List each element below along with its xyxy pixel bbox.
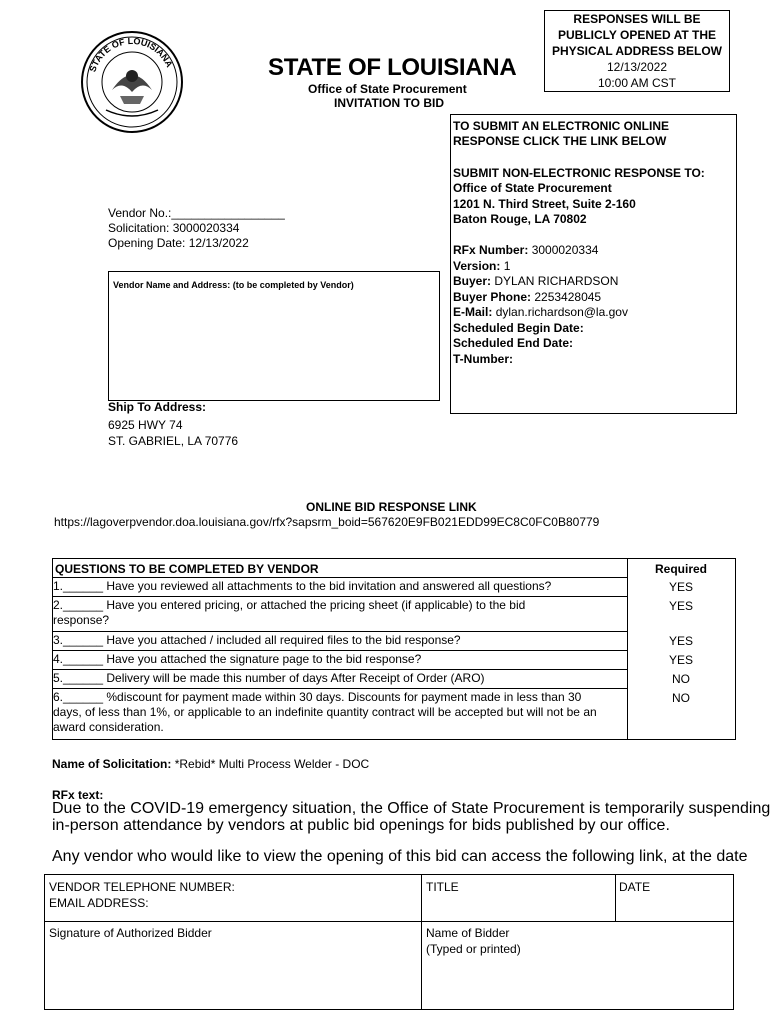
email-value: dylan.richardson@la.gov (495, 305, 628, 319)
buyer-phone-row: Buyer Phone: 2253428045 (453, 290, 602, 304)
title-field[interactable] (426, 879, 459, 895)
date-label: DATE (619, 880, 651, 894)
bidder-name-sublabel: (Typed or printed) (426, 942, 521, 956)
responses-line-3: PHYSICAL ADDRESS BELOW (551, 44, 722, 58)
required-value-1: YES (668, 580, 693, 594)
version-value: 1 (503, 259, 511, 273)
rfx-text-line-3: Any vendor who would like to view the opening of this bid can access the following link, at the date (52, 848, 748, 865)
electronic-instruction-1: TO SUBMIT AN ELECTRONIC ONLINE (453, 119, 669, 133)
vendor-box-label: Vendor Name and Address: (to be completed by Vendor) (113, 280, 354, 290)
question-row-1: 1.______ Have you reviewed all attachments to the bid invitation and answered all questions? (53, 579, 552, 593)
solicitation-name-value: *Rebid* Multi Process Welder - DOC (174, 757, 370, 771)
questions-header: QUESTIONS TO BE COMPLETED BY VENDOR (55, 562, 319, 576)
question-row-4: 4.______ Have you attached the signature page to the bid response? (53, 652, 422, 666)
signature-field[interactable] (49, 925, 212, 941)
required-value-6: NO (672, 691, 690, 705)
version-row: Version: 1 (453, 259, 511, 273)
opening-date: 12/13/2022 (606, 60, 668, 74)
question-row-6: 6.______ %discount for payment made within 30 days. Discounts for payment made in less than 30 days, of less than 1%, or applicable to an indefinite quantity contract will be accepted but will not be an award consideration. (53, 690, 597, 734)
vendor-phone-field[interactable] (49, 879, 235, 911)
invitation-heading: INVITATION TO BID (334, 96, 444, 110)
vendor-name-address-box[interactable] (108, 271, 440, 401)
required-header: Required (654, 562, 707, 576)
online-bid-link[interactable]: https://lagoverpvendor.doa.louisiana.gov/rfx?sapsrm_boid=567620E9FB021EDD99EC8C0FC0B80779 (54, 515, 600, 529)
responses-opening-box (544, 10, 730, 92)
sig-divider (615, 875, 616, 921)
nonelectronic-heading: SUBMIT NON-ELECTRONIC RESPONSE TO: (453, 166, 705, 180)
date-field[interactable] (619, 879, 650, 895)
signature-table (44, 874, 734, 1010)
responses-line-1: RESPONSES WILL BE (573, 12, 701, 26)
submit-address-2: 1201 N. Third Street, Suite 2-160 (453, 197, 636, 211)
required-value-5: NO (672, 672, 690, 686)
submit-info-box (450, 114, 737, 414)
email-row: E-Mail: dylan.richardson@la.gov (453, 305, 628, 319)
bidder-name-field[interactable] (426, 925, 521, 957)
buyer-value: DYLAN RICHARDSON (494, 274, 619, 288)
questions-table (52, 558, 736, 740)
t-number-row: T-Number: (453, 352, 513, 366)
submit-address-3: Baton Rouge, LA 70802 (453, 212, 587, 226)
electronic-instruction-2: RESPONSE CLICK THE LINK BELOW (453, 134, 667, 148)
solicitation-name-label: Name of Solicitation: (52, 757, 172, 771)
seal-text: STATE OF LOUISIANA (87, 35, 175, 74)
page-title: STATE OF LOUISIANA (268, 54, 517, 81)
solicitation-name-line (52, 757, 369, 771)
question-row-3: 3.______ Have you attached / included all required files to the bid response? (53, 633, 461, 647)
question-row-2: 2.______ Have you entered pricing, or attached the pricing sheet (if applicable) to the bid response? (53, 598, 526, 627)
question-row-5: 5.______ Delivery will be made this number of days After Receipt of Order (ARO) (53, 671, 485, 685)
state-seal-logo (80, 30, 184, 134)
end-date-row: Scheduled End Date: (453, 336, 574, 350)
solicitation-number: Solicitation: 3000020334 (108, 221, 240, 235)
bidder-name-label: Name of Bidder (426, 926, 510, 940)
vendor-number: Vendor No.:_________________ (108, 206, 285, 220)
rfx-number-value: 3000020334 (531, 243, 599, 257)
opening-time: 10:00 AM CST (597, 76, 677, 90)
row-divider (53, 669, 627, 670)
row-divider (53, 596, 627, 597)
email-address-label: EMAIL ADDRESS: (49, 896, 149, 910)
signature-label: Signature of Authorized Bidder (49, 926, 212, 940)
opening-date-line: Opening Date: 12/13/2022 (108, 236, 249, 250)
responses-line-2: PUBLICLY OPENED AT THE (557, 28, 717, 42)
sig-divider (421, 875, 422, 1009)
online-link-heading: ONLINE BID RESPONSE LINK (306, 500, 477, 514)
row-divider (53, 631, 627, 632)
required-value-3: YES (668, 634, 693, 648)
begin-date-row: Scheduled Begin Date: (453, 321, 584, 335)
title-label: TITLE (426, 880, 459, 894)
ship-to-line-1: 6925 HWY 74 (108, 418, 183, 432)
rfx-number-row: RFx Number: 3000020334 (453, 243, 599, 257)
ship-to-line-2: ST. GABRIEL, LA 70776 (108, 434, 239, 448)
required-value-4: YES (668, 653, 693, 667)
rfx-text-label: RFx text: (52, 788, 104, 802)
buyer-row: Buyer: DYLAN RICHARDSON (453, 274, 619, 288)
rfx-text-line-1: Due to the COVID-19 emergency situation, the Office of State Procurement is temporarily suspending (52, 800, 770, 817)
row-divider (53, 650, 627, 651)
office-name: Office of State Procurement (308, 82, 467, 96)
buyer-phone-value: 2253428045 (534, 290, 602, 304)
sig-row-divider (45, 921, 733, 922)
rfx-text-line-2: in-person attendance by vendors at public bid openings for bids published by our office. (52, 817, 670, 834)
vendor-phone-label: VENDOR TELEPHONE NUMBER: (49, 880, 235, 894)
submit-address-1: Office of State Procurement (453, 181, 612, 195)
ship-to-label: Ship To Address: (108, 400, 207, 414)
row-divider (53, 688, 627, 689)
required-value-2: YES (668, 599, 693, 613)
row-divider (53, 577, 627, 578)
